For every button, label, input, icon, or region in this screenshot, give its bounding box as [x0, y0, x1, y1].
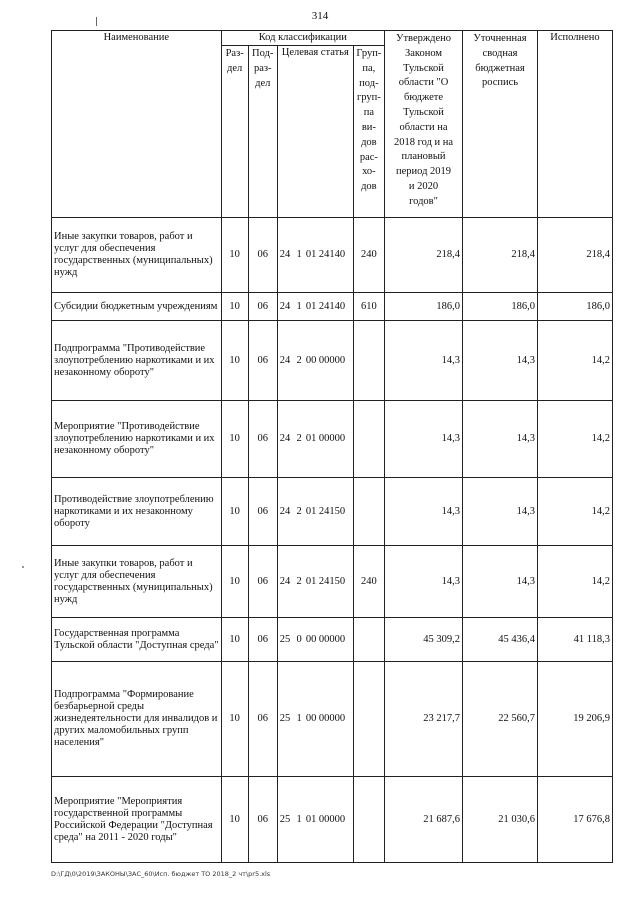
- row-target-article-direction: 24140: [318, 218, 353, 293]
- row-section: 10: [221, 218, 248, 293]
- table-row: [52, 662, 613, 777]
- header-approved: Утверждено Законом Тульской области "О бюджете Тульской области на 2018 год и на плановый период 2019 и 2020 годов": [385, 31, 463, 218]
- row-target-article-event: 01: [304, 293, 318, 321]
- row-target-article-subprogram: 0: [294, 618, 304, 662]
- row-target-article-event: 00: [304, 662, 318, 777]
- row-target-article-event: 00: [304, 618, 318, 662]
- row-expense-group: 240: [353, 218, 384, 293]
- budget-table: [51, 30, 613, 863]
- row-refined: 186,0: [463, 293, 538, 321]
- row-executed: 14,2: [537, 321, 612, 401]
- row-target-article-subprogram: 1: [294, 218, 304, 293]
- row-refined: 14,3: [463, 546, 538, 618]
- row-target-article-program: 24: [277, 321, 294, 401]
- row-name: Иные закупки товаров, работ и услуг для обеспечения государственных (муниципальных) нужд: [52, 218, 222, 293]
- margin-mark: [96, 17, 97, 26]
- header-refined: Уточненная сводная бюджетная роспись: [463, 31, 538, 218]
- row-target-article-event: 00: [304, 321, 318, 401]
- row-name: Мероприятие "Мероприятия государственной программы Российской Федерации "Доступная среда" на 2011 - 2020 годы": [52, 777, 222, 863]
- row-executed: 14,2: [537, 478, 612, 546]
- row-approved: 14,3: [385, 321, 463, 401]
- row-target-article-event: 01: [304, 777, 318, 863]
- row-target-article-event: 01: [304, 218, 318, 293]
- row-target-article-subprogram: 2: [294, 321, 304, 401]
- row-target-article-subprogram: 1: [294, 662, 304, 777]
- page-number: 314: [311, 10, 329, 22]
- row-expense-group: [353, 662, 384, 777]
- row-target-article-program: 25: [277, 662, 294, 777]
- row-approved: 14,3: [385, 546, 463, 618]
- footer-file-path: D:\ГД\0\2019\ЗАКОНЫ\ЗАС_60\Исп. бюджет ТО 2018_2 чт\pr5.xls: [51, 870, 271, 878]
- table-row: [52, 218, 613, 293]
- table-row: [52, 478, 613, 546]
- row-approved: 218,4: [385, 218, 463, 293]
- row-name: Государственная программа Тульской области "Доступная среда": [52, 618, 222, 662]
- row-target-article-direction: 24150: [318, 546, 353, 618]
- table-row: [52, 546, 613, 618]
- header-name: Наименование: [52, 31, 222, 218]
- row-section: 10: [221, 777, 248, 863]
- row-name: Противодействие злоупотреблению наркотиками и их незаконному обороту: [52, 478, 222, 546]
- row-target-article-direction: 24140: [318, 293, 353, 321]
- row-target-article-event: 01: [304, 478, 318, 546]
- header-executed: Исполнено: [537, 31, 612, 218]
- row-section: 10: [221, 662, 248, 777]
- header-section: Раз- дел: [221, 46, 248, 218]
- row-executed: 19 206,9: [537, 662, 612, 777]
- row-executed: 14,2: [537, 546, 612, 618]
- row-subsection: 06: [248, 662, 277, 777]
- row-subsection: 06: [248, 618, 277, 662]
- row-target-article-program: 25: [277, 777, 294, 863]
- row-section: 10: [221, 546, 248, 618]
- header-subsection: Под- раз- дел: [248, 46, 277, 218]
- row-refined: 14,3: [463, 401, 538, 478]
- row-target-article-program: 25: [277, 618, 294, 662]
- row-subsection: 06: [248, 546, 277, 618]
- row-executed: 186,0: [537, 293, 612, 321]
- row-target-article-program: 24: [277, 293, 294, 321]
- row-section: 10: [221, 293, 248, 321]
- row-target-article-program: 24: [277, 401, 294, 478]
- row-name: Субсидии бюджетным учреждениям: [52, 293, 222, 321]
- table-row: [52, 293, 613, 321]
- row-target-article-event: 01: [304, 546, 318, 618]
- row-target-article-direction: 00000: [318, 618, 353, 662]
- row-expense-group: [353, 618, 384, 662]
- row-name: Подпрограмма "Противодействие злоупотреблению наркотиками и их незаконному обороту": [52, 321, 222, 401]
- row-target-article-program: 24: [277, 218, 294, 293]
- row-executed: 218,4: [537, 218, 612, 293]
- row-expense-group: [353, 321, 384, 401]
- row-section: 10: [221, 401, 248, 478]
- row-target-article-direction: 00000: [318, 662, 353, 777]
- header-target-article: Целевая статья: [277, 46, 353, 218]
- table-row: [52, 777, 613, 863]
- row-section: 10: [221, 478, 248, 546]
- row-subsection: 06: [248, 478, 277, 546]
- table-row: [52, 401, 613, 478]
- row-target-article-subprogram: 1: [294, 777, 304, 863]
- row-refined: 14,3: [463, 478, 538, 546]
- row-target-article-program: 24: [277, 546, 294, 618]
- header-code-group: Код классификации: [221, 31, 384, 46]
- row-subsection: 06: [248, 293, 277, 321]
- row-refined: 21 030,6: [463, 777, 538, 863]
- row-target-article-event: 01: [304, 401, 318, 478]
- row-target-article-direction: 24150: [318, 478, 353, 546]
- row-expense-group: [353, 401, 384, 478]
- row-refined: 14,3: [463, 321, 538, 401]
- row-executed: 17 676,8: [537, 777, 612, 863]
- row-expense-group: [353, 478, 384, 546]
- row-refined: 22 560,7: [463, 662, 538, 777]
- row-subsection: 06: [248, 401, 277, 478]
- table-row: [52, 321, 613, 401]
- row-approved: 14,3: [385, 401, 463, 478]
- row-subsection: 06: [248, 777, 277, 863]
- row-approved: 14,3: [385, 478, 463, 546]
- scan-speck: [22, 566, 24, 568]
- row-name: Подпрограмма "Формирование безбарьерной среды жизнедеятельности для инвалидов и других маломобильных групп населения": [52, 662, 222, 777]
- row-executed: 41 118,3: [537, 618, 612, 662]
- row-name: Иные закупки товаров, работ и услуг для обеспечения государственных (муниципальных) нужд: [52, 546, 222, 618]
- row-approved: 21 687,6: [385, 777, 463, 863]
- row-approved: 23 217,7: [385, 662, 463, 777]
- row-subsection: 06: [248, 321, 277, 401]
- row-refined: 45 436,4: [463, 618, 538, 662]
- row-target-article-direction: 00000: [318, 321, 353, 401]
- row-target-article-subprogram: 2: [294, 546, 304, 618]
- row-subsection: 06: [248, 218, 277, 293]
- row-section: 10: [221, 618, 248, 662]
- row-section: 10: [221, 321, 248, 401]
- table-row: [52, 618, 613, 662]
- header-expense-group: Груп- па, под- груп- па ви- дов рас- хо- дов: [353, 46, 384, 218]
- row-target-article-subprogram: 2: [294, 401, 304, 478]
- row-approved: 186,0: [385, 293, 463, 321]
- row-executed: 14,2: [537, 401, 612, 478]
- row-target-article-subprogram: 2: [294, 478, 304, 546]
- row-name: Мероприятие "Противодействие злоупотреблению наркотиками и их незаконному обороту": [52, 401, 222, 478]
- row-expense-group: 610: [353, 293, 384, 321]
- row-target-article-direction: 00000: [318, 401, 353, 478]
- row-expense-group: 240: [353, 546, 384, 618]
- row-expense-group: [353, 777, 384, 863]
- row-target-article-direction: 00000: [318, 777, 353, 863]
- row-approved: 45 309,2: [385, 618, 463, 662]
- row-refined: 218,4: [463, 218, 538, 293]
- row-target-article-program: 24: [277, 478, 294, 546]
- row-target-article-subprogram: 1: [294, 293, 304, 321]
